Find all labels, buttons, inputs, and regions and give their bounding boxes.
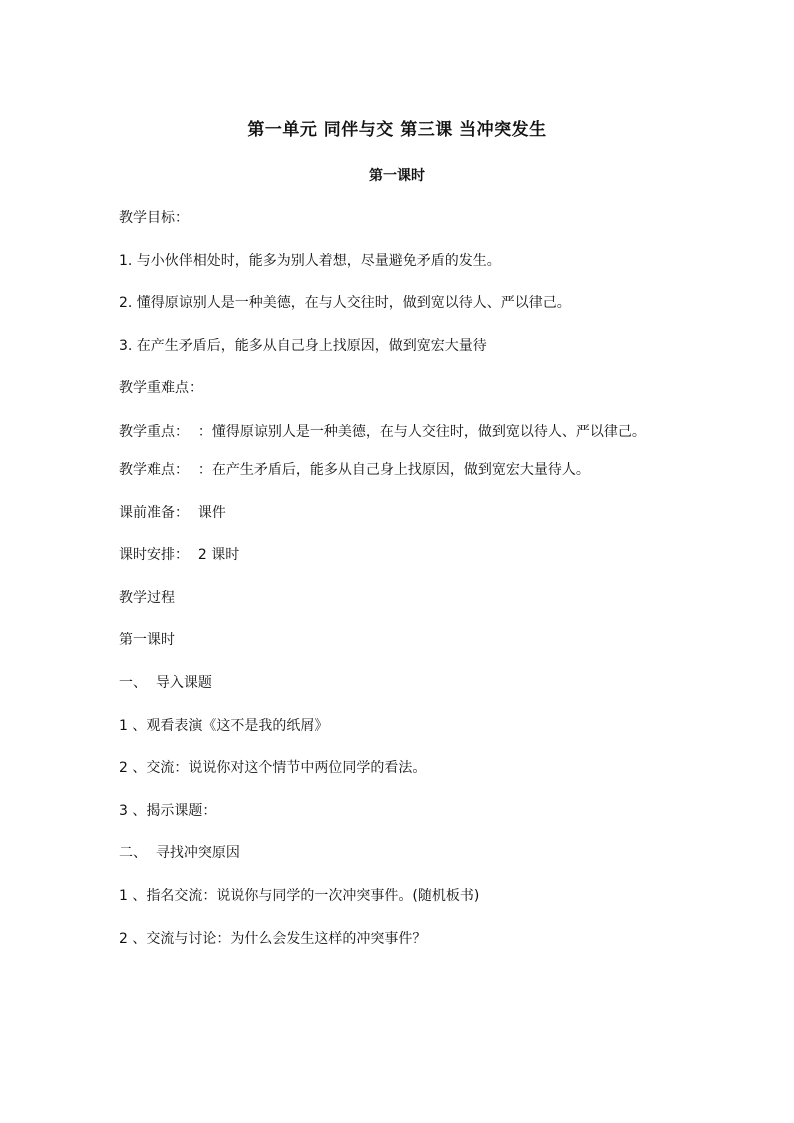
document-subtitle: 第一课时 — [369, 168, 425, 184]
step-item: 1 、指名交流：说说你与同学的一次冲突事件。(随机板书) — [119, 887, 480, 904]
step-item: 1 、观看表演《这不是我的纸屑》 — [119, 717, 329, 734]
step-item: 3 、揭示课题： — [119, 802, 217, 819]
part-heading: 一、 导入课题 — [119, 674, 212, 691]
part-heading: 二、 寻找冲突原因 — [119, 845, 240, 862]
objective-item: 3. 在产生矛盾后，能多从自己身上找原因，做到宽宏大量待 — [119, 337, 487, 354]
document-title: 第一单元 同伴与交 第三课 当冲突发生 — [247, 120, 547, 140]
preparation-paragraph: 课前准备： 课件 — [119, 504, 226, 521]
objective-item: 2. 懂得原谅别人是一种美德，在与人交往时，做到宽以待人、严以律己。 — [119, 295, 571, 312]
objective-item: 1. 与小伙伴相处时，能多为别人着想，尽量避免矛盾的发生。 — [119, 252, 501, 269]
document-body — [119, 208, 679, 971]
step-item: 2 、交流：说说你对这个情节中两位同学的看法。 — [119, 760, 427, 777]
lesson-heading: 第一课时 — [119, 632, 175, 649]
difficult-point-paragraph: 教学难点： ：在产生矛盾后，能多从自己身上找原因，做到宽宏大量待人。 — [119, 461, 590, 478]
section-heading-key-points: 教学重难点： — [119, 380, 203, 397]
schedule-paragraph: 课时安排： 2 课时 — [119, 547, 240, 564]
step-item: 2 、交流与讨论：为什么会发生这样的冲突事件？ — [119, 930, 427, 947]
section-heading-process: 教学过程 — [119, 589, 175, 606]
key-point-paragraph: 教学重点： ：懂得原谅别人是一种美德，在与人交往时，做到宽以待人、严以律己。 — [119, 423, 646, 440]
section-heading-objectives: 教学目标： — [119, 210, 189, 226]
